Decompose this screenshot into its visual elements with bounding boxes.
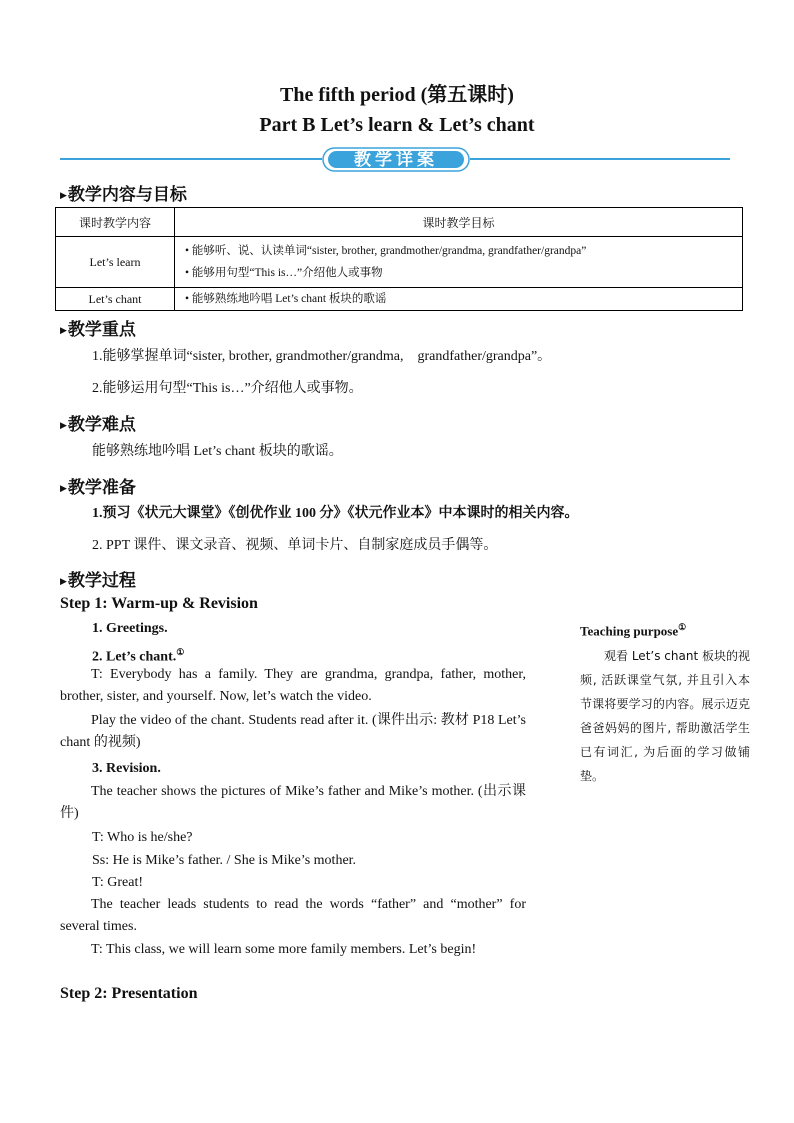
table-cell-goals (175, 237, 743, 288)
sidebar-body: 观看 Let’s chant 板块的视频, 活跃课堂气氛, 并且引入本节课将要学习的内容。展示迈克爸爸妈妈的图片, 帮助激活学生已有词汇, 为后面的学习做铺垫。 (580, 649, 750, 783)
title-line-1: The fifth period (第五课时) (280, 84, 514, 106)
footnote-mark: ① (176, 647, 185, 657)
goals-table-header-content: 课时教学内容 (56, 208, 175, 237)
step1-ss-answer: Ss: He is Mike’s father. / She is Mike’s mother. (92, 853, 357, 868)
goals-table-header-goals: 课时教学目标 (175, 208, 743, 237)
step1-revision: 3. Revision. (92, 761, 161, 776)
step1-play-video: Play the video of the chant. Students read after it. (课件出示: 教材 P18 Let’s chant 的视频) (60, 713, 526, 750)
goal-item: • 能够听、说、认读单词“sister, brother, grandmother/grandma, grandfather/grandpa” (185, 245, 587, 257)
section-heading-preparation: ▶教学准备 (60, 478, 136, 498)
key-point-1: 1.能够掌握单词“sister, brother, grandmother/grandma, grandfather/grandpa”。 (92, 349, 552, 364)
section-heading-process: ▶教学过程 (60, 571, 136, 591)
section-heading-content-goals: ▶教学内容与目标 (60, 185, 187, 205)
table-cell-content: Let’s chant (56, 288, 175, 311)
step1-greetings: 1. Greetings. (92, 621, 168, 636)
section-heading-key-points: ▶教学重点 (60, 320, 136, 340)
difficulty-text: 能够熟练地吟唱 Let’s chant 板块的歌谣。 (92, 444, 343, 459)
table-cell-content: Let’s learn (56, 237, 175, 288)
step1-t-everybody: T: Everybody has a family. They are grandma, grandpa, father, mother, brother, sister, and yourself. Now, let’s watch the video. (60, 667, 526, 704)
banner-line-left (60, 158, 322, 160)
goals-table (55, 207, 743, 311)
sidebar-title: Teaching purpose① (580, 622, 687, 639)
step1-chant: 2. Let’s chant.① (92, 647, 185, 665)
step1-teacher-shows: The teacher shows the pictures of Mike’s father and Mike’s mother. (出示课件) (60, 784, 526, 821)
step1-t-great: T: Great! (92, 875, 143, 890)
banner-label: 教学详案 (354, 150, 438, 170)
banner-line-right (470, 158, 730, 160)
title-line-2: Part B Let’s learn & Let’s chant (259, 114, 535, 136)
section-banner (60, 146, 730, 174)
goal-item: • 能够熟练地吟唱 Let’s chant 板块的歌谣 (185, 293, 387, 305)
table-cell-goals (175, 288, 743, 311)
step1-t-class: T: This class, we will learn some more family members. Let’s begin! (91, 942, 477, 957)
key-point-2: 2.能够运用句型“This is…”介绍他人或事物。 (92, 381, 363, 396)
footnote-mark: ① (678, 622, 687, 632)
step1-t-who: T: Who is he/she? (92, 830, 193, 845)
goal-item: • 能够用句型“This is…”介绍他人或事物 (185, 267, 383, 279)
step2-heading: Step 2: Presentation (60, 985, 198, 1002)
preparation-2: 2. PPT 课件、课文录音、视频、单词卡片、自制家庭成员手偶等。 (92, 538, 498, 553)
section-heading-difficulties: ▶教学难点 (60, 415, 136, 435)
step1-teacher-leads: The teacher leads students to read the words “father” and “mother” for several times. (60, 897, 526, 934)
step1-heading: Step 1: Warm-up & Revision (60, 595, 258, 612)
preparation-1: 1.预习《状元大课堂》《创优作业 100 分》《状元作业本》中本课时的相关内容。 (92, 506, 579, 521)
